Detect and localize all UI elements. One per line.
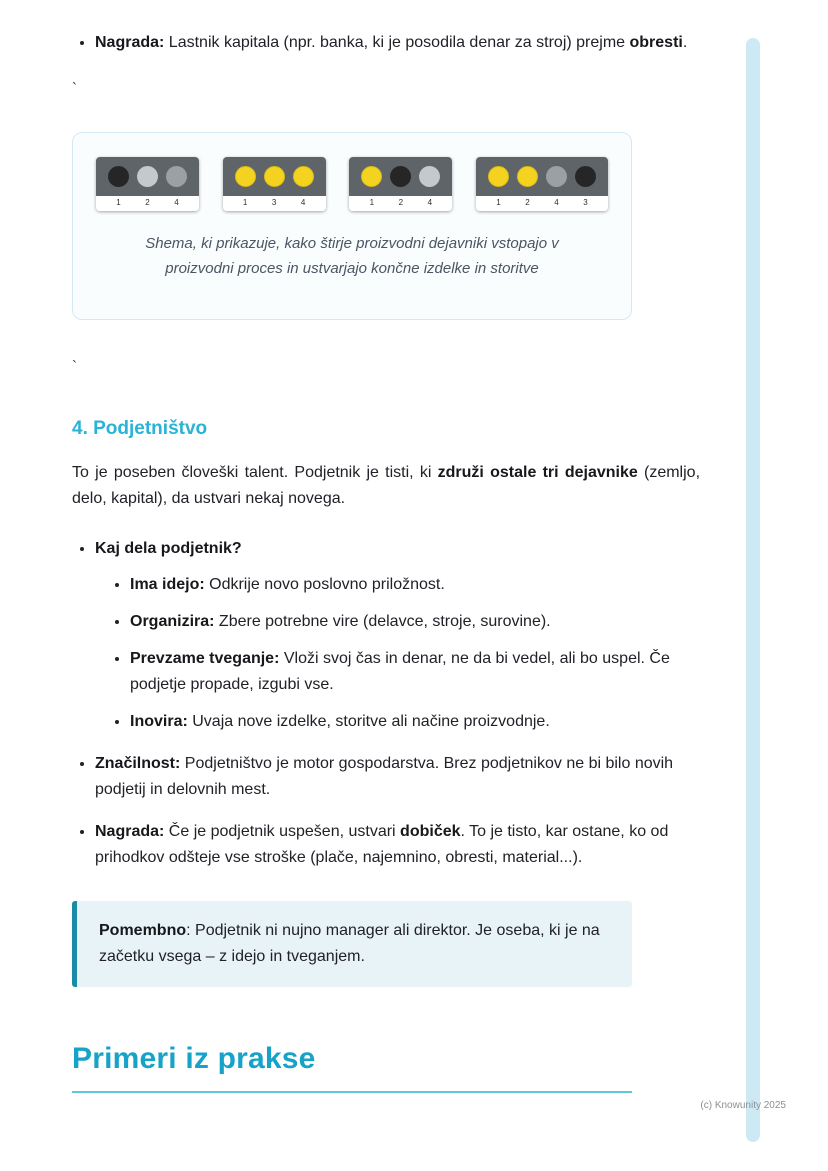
copyright-notice: (c) Knowunity 2025: [700, 1100, 786, 1111]
body-text: Odkrije novo poslovno priložnost.: [204, 576, 445, 593]
dot-number: 3: [271, 198, 277, 207]
document-content: [72, 30, 700, 1093]
list-item: [130, 646, 700, 698]
black-dot-icon: [390, 166, 411, 187]
list-item: [130, 709, 700, 735]
bold-text: Organizira:: [130, 613, 215, 630]
bold-text: Značilnost:: [95, 755, 181, 772]
body-text: : Podjetnik ni nujno manager ali direktor. Je oseba, ki je na začetku vsega – z idejo in tveganjem.: [99, 922, 600, 965]
body-text: .: [682, 34, 688, 51]
dot-number: 1: [242, 198, 248, 207]
factor-dot-box: [349, 157, 452, 196]
factor-dot-box: [96, 157, 199, 196]
body-text: Če je podjetnik uspešen, ustvari: [164, 823, 401, 840]
factor-number-strip: [96, 196, 199, 211]
gray-dot-icon: [546, 166, 567, 187]
gray-dot-icon: [166, 166, 187, 187]
yellow-dot-icon: [488, 166, 509, 187]
capital-reward-list: [72, 30, 700, 56]
list-item: [130, 572, 700, 598]
yellow-dot-icon: [293, 166, 314, 187]
black-dot-icon: [108, 166, 129, 187]
lightgray-dot-icon: [419, 166, 440, 187]
dot-number: 4: [427, 198, 433, 207]
dot-number: 4: [174, 198, 179, 207]
dot-number: 4: [554, 198, 559, 207]
factor-dot-box: [223, 157, 326, 196]
black-dot-icon: [575, 166, 596, 187]
section-heading: 4. Podjetništvo: [72, 418, 208, 439]
yellow-dot-icon: [264, 166, 285, 187]
page-title: Primeri iz prakse: [72, 1042, 316, 1075]
figure-caption: Shema, ki prikazuje, kako štirje proizvodni dejavniki vstopajo v proizvodni proces in ustvarjajo končne izdelke in storitve: [145, 235, 559, 277]
body-text: To je poseben človeški talent. Podjetnik je tisti, ki: [72, 464, 438, 481]
list-item: [95, 30, 700, 56]
factor-number-strip: [476, 196, 608, 211]
list-item: [95, 751, 700, 803]
dot-number: 3: [583, 198, 588, 207]
body-text: Podjetništvo je motor gospodarstva. Brez podjetnikov ne bi bilo novih podjetij in delovnih mest.: [95, 755, 674, 798]
bold-text: Nagrada:: [95, 823, 165, 840]
dot-number: 2: [145, 198, 150, 207]
factor-number-strip: [223, 196, 326, 211]
list-item: [95, 819, 700, 871]
bold-text: združi ostale tri dejavnike: [437, 464, 638, 481]
section-paragraph: [72, 460, 700, 512]
dot-number: 1: [496, 198, 501, 207]
dot-number: 4: [300, 198, 306, 207]
body-text: . To je tisto, kar ostane, ko od prihodkov odšteje vse stroške (plače, najemnino, obresti, material...).: [95, 823, 669, 866]
lightgray-dot-icon: [137, 166, 158, 187]
factor-group: [96, 157, 199, 211]
important-callout: [72, 901, 632, 987]
dot-number: 2: [525, 198, 530, 207]
bold-text: Ima idejo:: [130, 576, 205, 593]
entrepreneur-sublist: [95, 572, 700, 735]
factor-number-strip: [349, 196, 452, 211]
yellow-dot-icon: [235, 166, 256, 187]
bold-text: Inovira:: [130, 713, 188, 730]
stray-backtick: `: [72, 358, 77, 375]
stray-backtick: `: [72, 80, 77, 97]
body-text: Uvaja nove izdelke, storitve ali načine proizvodnje.: [187, 713, 550, 730]
body-text: (zemljo, delo, kapital), da ustvari nekaj novega.: [72, 464, 701, 507]
body-text: Lastnik kapitala (npr. banka, ki je posodila denar za stroj) prejme: [164, 34, 630, 51]
factor-group: [349, 157, 452, 211]
bold-text: obresti: [629, 34, 683, 51]
factor-figure-groups: [95, 157, 609, 211]
heading-underline: [72, 1091, 632, 1093]
production-factors-figure: [72, 132, 632, 320]
factor-group: [223, 157, 326, 211]
entrepreneur-list: [72, 536, 700, 871]
bold-text: Pomembno: [99, 922, 187, 939]
bold-text: Kaj dela podjetnik?: [95, 540, 242, 557]
bold-text: dobiček: [400, 823, 461, 840]
body-text: Zbere potrebne vire (delavce, stroje, surovine).: [214, 613, 551, 630]
list-item: [95, 536, 700, 735]
dot-number: 2: [398, 198, 404, 207]
scrollbar-track[interactable]: [746, 38, 760, 1142]
bold-text: Prevzame tveganje:: [130, 650, 280, 667]
bold-text: Nagrada:: [95, 34, 165, 51]
list-item: [130, 609, 700, 635]
yellow-dot-icon: [361, 166, 382, 187]
dot-number: 1: [369, 198, 375, 207]
factor-dot-box: [476, 157, 608, 196]
yellow-dot-icon: [517, 166, 538, 187]
dot-number: 1: [116, 198, 121, 207]
body-text: Vloži svoj čas in denar, ne da bi vedel, ali bo uspel. Če podjetje propade, izgubi vse.: [130, 650, 670, 693]
factor-group: [476, 157, 608, 211]
callout-text: [99, 918, 610, 970]
